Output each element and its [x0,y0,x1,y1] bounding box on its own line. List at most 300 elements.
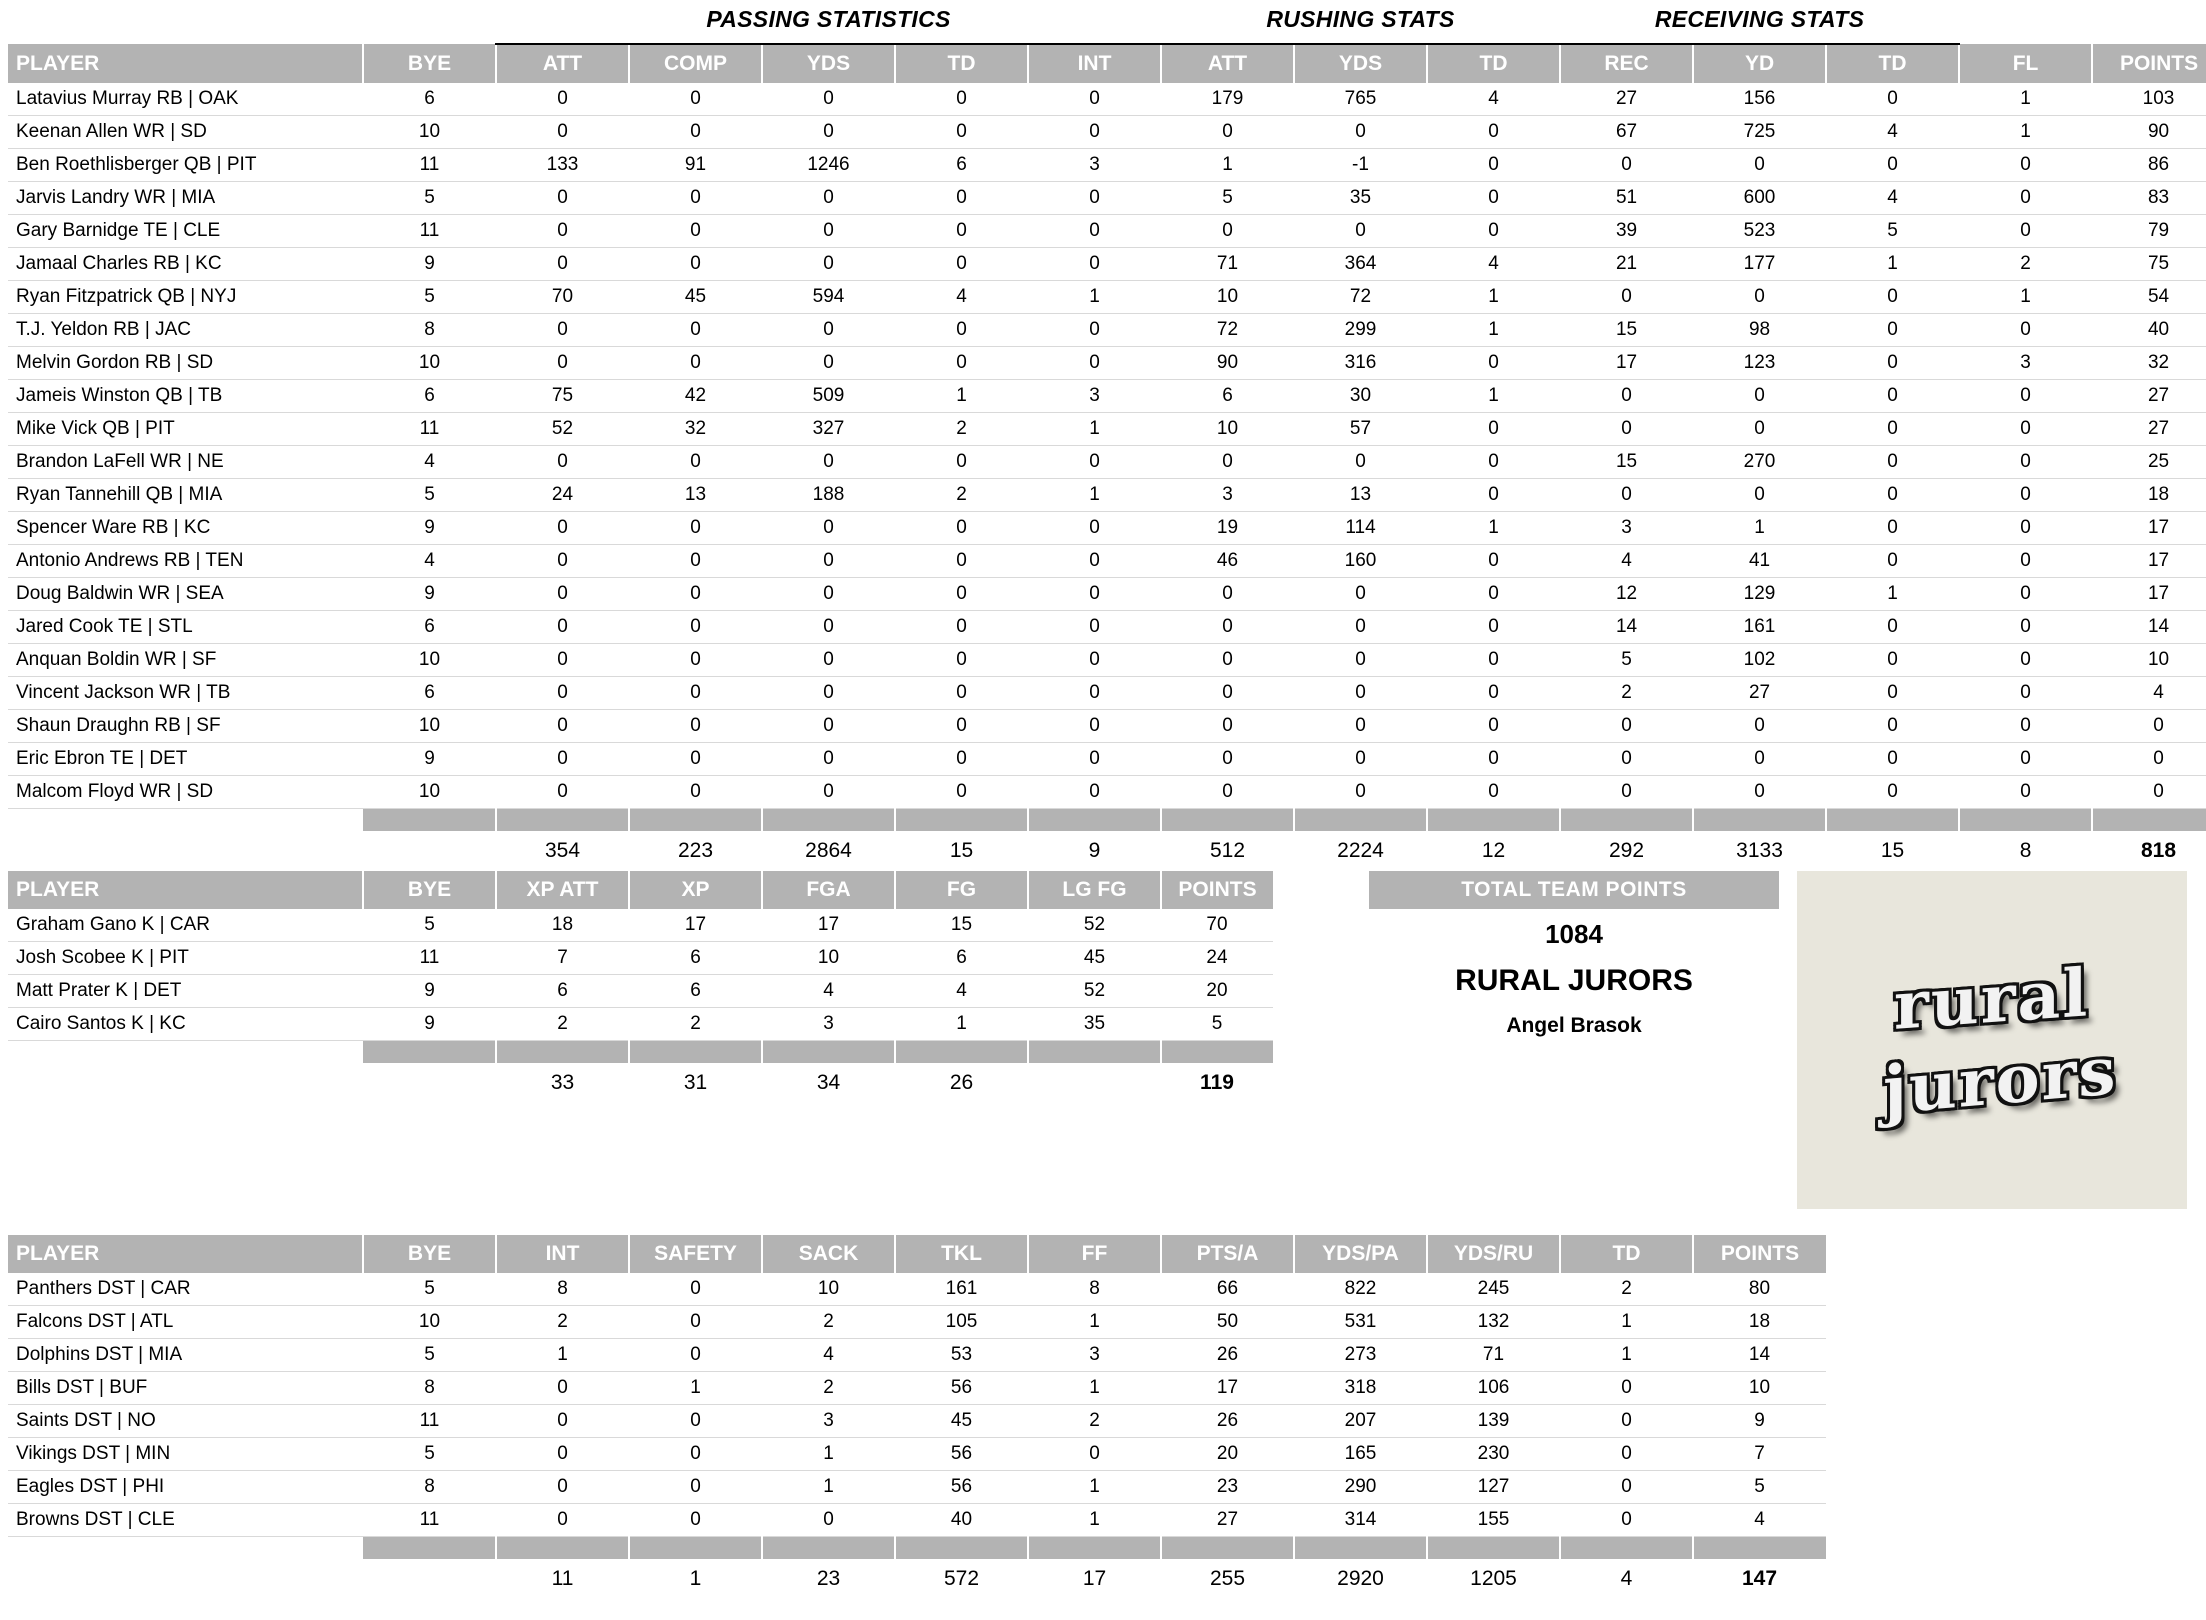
spacer-9 [1560,1537,1693,1560]
cell-bye: 9 [363,743,496,776]
table-row [8,347,2206,380]
cell-rush-att: 71 [1161,248,1294,281]
spacer-player [8,809,363,832]
cell-points: 14 [1693,1339,1826,1372]
cell-lg-fg: 52 [1028,975,1161,1008]
cell-fg: 4 [895,975,1028,1008]
totals-pass-att: 354 [544,839,581,862]
cell-pass-att: 70 [496,281,629,314]
cell-rec: 0 [1560,413,1693,446]
cell-fl: 0 [1959,446,2092,479]
cell-pass-att: 0 [496,83,629,116]
cell-points: 27 [2092,413,2206,446]
team-logo-line-2: jurors [1882,1031,2118,1130]
cell-fl: 3 [1959,347,2092,380]
cell-pass-int: 0 [1028,314,1161,347]
cell-pass-att: 0 [496,545,629,578]
cell-fg: 15 [895,909,1028,942]
cell-tkl: 56 [895,1438,1028,1471]
totals-tkl: 572 [943,1567,980,1590]
cell-rush-td: 0 [1427,446,1560,479]
cell-rush-yds: 0 [1294,116,1427,149]
cell-rec-td: 0 [1826,743,1959,776]
table-row [8,1471,1826,1504]
cell-rec-td: 4 [1826,116,1959,149]
cell-rec: 0 [1560,479,1693,512]
cell-pass-att: 0 [496,182,629,215]
kickers-column-header-row [8,871,1273,909]
cell-rush-td: 0 [1427,776,1560,809]
offense-col-rec: REC [1560,44,1693,83]
player-name: Panthers DST | CAR [8,1273,363,1306]
cell-rec-td: 0 [1826,545,1959,578]
player-name: Jamaal Charles RB | KC [8,248,363,281]
cell-pass-td: 1 [895,380,1028,413]
cell-bye: 8 [363,314,496,347]
totals-xp-att: 33 [550,1071,575,1094]
totals-lg-fg [1028,1063,1161,1103]
table-row [8,677,2206,710]
cell-safety: 0 [629,1306,762,1339]
cell-pass-att: 0 [496,611,629,644]
cell-rec-td: 0 [1826,380,1959,413]
totals-player [8,1559,363,1599]
cell-safety: 0 [629,1504,762,1537]
offense-col-player: PLAYER [8,44,363,83]
cell-pass-int: 0 [1028,545,1161,578]
dst-table [8,1235,1826,1599]
table-row [8,446,2206,479]
offense-col-rush-yds: YDS [1294,44,1427,83]
player-name: Eagles DST | PHI [8,1471,363,1504]
cell-pass-td: 0 [895,545,1028,578]
cell-pass-yds: 509 [762,380,895,413]
cell-fl: 0 [1959,743,2092,776]
cell-bye: 10 [363,1306,496,1339]
player-name: Ryan Fitzpatrick QB | NYJ [8,281,363,314]
cell-rec-yd: 161 [1693,611,1826,644]
cell-rush-td: 1 [1427,314,1560,347]
cell-rec: 0 [1560,281,1693,314]
cell-points: 17 [2092,578,2206,611]
table-row [8,215,2206,248]
offense-col-pass-att: ATT [496,44,629,83]
dst-col-points: POINTS [1693,1235,1826,1273]
kickers-col-bye: BYE [363,871,496,909]
player-name: Josh Scobee K | PIT [8,942,363,975]
cell-rec-yd: 102 [1693,644,1826,677]
cell-pass-int: 0 [1028,644,1161,677]
cell-int: 8 [496,1273,629,1306]
cell-rush-att: 0 [1161,446,1294,479]
cell-rec-yd: 0 [1693,743,1826,776]
player-name: Jameis Winston QB | TB [8,380,363,413]
cell-points: 18 [1693,1306,1826,1339]
cell-pass-yds: 188 [762,479,895,512]
totals-pass-int: 9 [1088,839,1101,862]
player-name: Saints DST | NO [8,1405,363,1438]
player-name: Jarvis Landry WR | MIA [8,182,363,215]
cell-pass-int: 0 [1028,446,1161,479]
cell-fl: 0 [1959,644,2092,677]
cell-pass-yds: 0 [762,215,895,248]
cell-rush-att: 10 [1161,413,1294,446]
group-receiving-stats: RECEIVING STATS [1560,0,1959,44]
cell-bye: 6 [363,677,496,710]
cell-xp: 6 [629,975,762,1008]
cell-ff: 1 [1028,1504,1161,1537]
cell-bye: 11 [363,149,496,182]
cell-rush-yds: 0 [1294,743,1427,776]
spacer-player [8,1537,363,1560]
kickers-col-xp: XP [629,871,762,909]
cell-bye: 11 [363,215,496,248]
spacer-1 [496,1537,629,1560]
cell-rush-att: 0 [1161,578,1294,611]
cell-pass-comp: 32 [629,413,762,446]
cell-int: 0 [496,1438,629,1471]
cell-rush-yds: 72 [1294,281,1427,314]
cell-yds-ru: 106 [1427,1372,1560,1405]
total-team-points-value: 1084 [1545,919,1603,949]
cell-safety: 0 [629,1273,762,1306]
cell-points: 0 [2092,776,2206,809]
cell-rec-yd: 725 [1693,116,1826,149]
cell-points: 20 [1161,975,1273,1008]
spacer-2 [629,1537,762,1560]
cell-rec-yd: 523 [1693,215,1826,248]
cell-rush-att: 72 [1161,314,1294,347]
spacer-9 [1560,809,1693,832]
cell-rec-yd: 600 [1693,182,1826,215]
player-name: Brandon LaFell WR | NE [8,446,363,479]
cell-rush-yds: 0 [1294,578,1427,611]
cell-rush-td: 1 [1427,281,1560,314]
totals-ff: 17 [1082,1567,1107,1590]
cell-pts-a: 26 [1161,1405,1294,1438]
cell-pass-td: 2 [895,413,1028,446]
cell-fl: 0 [1959,182,2092,215]
cell-int: 1 [496,1339,629,1372]
cell-rec: 21 [1560,248,1693,281]
cell-fl: 0 [1959,677,2092,710]
spacer-8 [1427,1537,1560,1560]
totals-fl: 8 [2019,839,2032,862]
cell-rec-yd: 156 [1693,83,1826,116]
cell-points: 5 [1161,1008,1273,1041]
cell-rush-yds: 160 [1294,545,1427,578]
spacer-1 [496,1041,629,1064]
cell-rec-yd: 0 [1693,413,1826,446]
cell-rush-td: 0 [1427,182,1560,215]
cell-points: 32 [2092,347,2206,380]
cell-bye: 5 [363,909,496,942]
cell-lg-fg: 52 [1028,909,1161,942]
cell-pass-att: 0 [496,677,629,710]
cell-pass-td: 0 [895,644,1028,677]
cell-rec: 17 [1560,347,1693,380]
cell-rush-att: 0 [1161,116,1294,149]
cell-pts-a: 23 [1161,1471,1294,1504]
cell-rec-td: 0 [1826,149,1959,182]
cell-sack: 3 [762,1405,895,1438]
cell-pts-a: 27 [1161,1504,1294,1537]
cell-pass-att: 0 [496,248,629,281]
cell-pass-att: 0 [496,446,629,479]
team-owner: Angel Brasok [1506,1014,1642,1037]
cell-rec: 14 [1560,611,1693,644]
spacer-4 [895,1537,1028,1560]
cell-rec-yd: 0 [1693,710,1826,743]
cell-rec-yd: 129 [1693,578,1826,611]
offense-col-points: POINTS [2092,44,2206,83]
totals-rec-td: 15 [1880,839,1905,862]
cell-int: 0 [496,1372,629,1405]
cell-rush-att: 10 [1161,281,1294,314]
dst-col-tkl: TKL [895,1235,1028,1273]
cell-pass-att: 0 [496,710,629,743]
cell-tkl: 56 [895,1372,1028,1405]
cell-pass-att: 24 [496,479,629,512]
cell-bye: 9 [363,578,496,611]
dst-col-safety: SAFETY [629,1235,762,1273]
table-row [8,248,2206,281]
cell-td: 0 [1560,1504,1693,1537]
cell-pass-yds: 0 [762,743,895,776]
cell-fl: 0 [1959,479,2092,512]
cell-points: 25 [2092,446,2206,479]
cell-fga: 3 [762,1008,895,1041]
table-row [8,1372,1826,1405]
dst-col-yds-pa: YDS/PA [1294,1235,1427,1273]
cell-pass-int: 0 [1028,347,1161,380]
cell-rec: 0 [1560,743,1693,776]
offense-col-rec-yd: YD [1693,44,1826,83]
table-row [8,1008,1273,1041]
cell-yds-ru: 139 [1427,1405,1560,1438]
cell-pass-yds: 594 [762,281,895,314]
cell-pass-att: 0 [496,644,629,677]
totals-pts-a: 255 [1209,1567,1246,1590]
table-row [8,975,1273,1008]
dst-col-td: TD [1560,1235,1693,1273]
cell-pass-att: 0 [496,578,629,611]
cell-rec: 15 [1560,314,1693,347]
cell-rush-yds: -1 [1294,149,1427,182]
cell-pass-int: 0 [1028,677,1161,710]
spacer-6 [1161,1041,1273,1064]
cell-rec: 0 [1560,380,1693,413]
cell-rec-td: 0 [1826,677,1959,710]
cell-rush-td: 0 [1427,413,1560,446]
totals-rush-yds: 2224 [1337,839,1384,862]
cell-rec-yd: 98 [1693,314,1826,347]
cell-xp-att: 7 [496,942,629,975]
cell-safety: 1 [629,1372,762,1405]
cell-pass-att: 0 [496,347,629,380]
player-name: Ryan Tannehill QB | MIA [8,479,363,512]
cell-pass-td: 0 [895,710,1028,743]
cell-pass-yds: 1246 [762,149,895,182]
cell-ff: 2 [1028,1405,1161,1438]
cell-pass-td: 0 [895,512,1028,545]
cell-points: 86 [2092,149,2206,182]
cell-pts-a: 17 [1161,1372,1294,1405]
player-name: Matt Prater K | DET [8,975,363,1008]
cell-bye: 11 [363,1405,496,1438]
cell-points: 0 [2092,743,2206,776]
cell-rush-att: 179 [1161,83,1294,116]
group-blank-bye [363,0,496,44]
spacer-bye [363,1537,496,1560]
cell-rush-att: 6 [1161,380,1294,413]
cell-pass-int: 3 [1028,380,1161,413]
table-row [8,776,2206,809]
cell-rec-td: 0 [1826,611,1959,644]
spacer-5 [1028,1041,1161,1064]
totals-td: 4 [1620,1567,1633,1590]
cell-pass-comp: 91 [629,149,762,182]
cell-bye: 5 [363,1438,496,1471]
totals-bye [363,1063,496,1103]
cell-pass-td: 0 [895,248,1028,281]
cell-pass-att: 52 [496,413,629,446]
cell-pts-a: 50 [1161,1306,1294,1339]
cell-rec-yd: 0 [1693,776,1826,809]
cell-rec: 27 [1560,83,1693,116]
group-blank-fl [1959,0,2092,44]
cell-int: 2 [496,1306,629,1339]
player-name: Graham Gano K | CAR [8,909,363,942]
cell-yds-pa: 165 [1294,1438,1427,1471]
cell-fga: 17 [762,909,895,942]
cell-fl: 0 [1959,215,2092,248]
totals-points: 119 [1200,1071,1234,1094]
cell-pass-comp: 0 [629,347,762,380]
cell-rec: 2 [1560,677,1693,710]
cell-points: 70 [1161,909,1273,942]
cell-points: 9 [1693,1405,1826,1438]
offense-separator-row [8,809,2206,832]
group-blank-player [8,0,363,44]
table-row [8,909,1273,942]
cell-pts-a: 20 [1161,1438,1294,1471]
group-blank-points [2092,0,2206,44]
cell-rush-td: 0 [1427,149,1560,182]
cell-bye: 6 [363,380,496,413]
spacer-10 [1693,809,1826,832]
cell-rush-yds: 0 [1294,446,1427,479]
cell-rush-yds: 13 [1294,479,1427,512]
cell-fl: 0 [1959,380,2092,413]
cell-pass-yds: 0 [762,578,895,611]
cell-rush-yds: 316 [1294,347,1427,380]
cell-rush-td: 0 [1427,644,1560,677]
cell-rec-yd: 123 [1693,347,1826,380]
cell-sack: 1 [762,1438,895,1471]
totals-points: 147 [1741,1567,1778,1590]
cell-rush-yds: 364 [1294,248,1427,281]
cell-pass-int: 1 [1028,479,1161,512]
cell-xp-att: 18 [496,909,629,942]
cell-points: 27 [2092,380,2206,413]
cell-fl: 1 [1959,83,2092,116]
cell-bye: 11 [363,1504,496,1537]
cell-rush-yds: 0 [1294,710,1427,743]
cell-rush-att: 0 [1161,743,1294,776]
cell-pass-att: 0 [496,314,629,347]
cell-pass-comp: 0 [629,182,762,215]
cell-rush-yds: 765 [1294,83,1427,116]
cell-bye: 10 [363,644,496,677]
table-row [8,942,1273,975]
player-name: Gary Barnidge TE | CLE [8,215,363,248]
cell-sack: 0 [762,1504,895,1537]
cell-rush-yds: 35 [1294,182,1427,215]
totals-fga: 34 [816,1071,841,1094]
player-name: Browns DST | CLE [8,1504,363,1537]
cell-rec-yd: 27 [1693,677,1826,710]
cell-pass-comp: 45 [629,281,762,314]
cell-pass-int: 0 [1028,248,1161,281]
cell-points: 79 [2092,215,2206,248]
cell-rush-yds: 299 [1294,314,1427,347]
cell-points: 75 [2092,248,2206,281]
cell-yds-pa: 314 [1294,1504,1427,1537]
cell-fl: 0 [1959,149,2092,182]
player-name: Dolphins DST | MIA [8,1339,363,1372]
cell-pass-att: 0 [496,512,629,545]
cell-rush-td: 0 [1427,743,1560,776]
spacer-bye [363,809,496,832]
spacer-6 [1161,809,1294,832]
cell-pass-int: 0 [1028,776,1161,809]
cell-fl: 1 [1959,281,2092,314]
spacer-11 [1826,809,1959,832]
table-row [8,578,2206,611]
cell-rush-att: 3 [1161,479,1294,512]
cell-pts-a: 66 [1161,1273,1294,1306]
cell-pass-td: 0 [895,578,1028,611]
cell-points: 83 [2092,182,2206,215]
cell-pass-comp: 42 [629,380,762,413]
cell-rush-att: 0 [1161,677,1294,710]
cell-rec-yd: 0 [1693,479,1826,512]
cell-points: 10 [1693,1372,1826,1405]
table-row [8,1306,1826,1339]
cell-tkl: 40 [895,1504,1028,1537]
cell-pass-yds: 0 [762,512,895,545]
table-row [8,1405,1826,1438]
cell-pass-int: 0 [1028,83,1161,116]
cell-rush-td: 0 [1427,347,1560,380]
cell-pass-yds: 0 [762,347,895,380]
player-name: Shaun Draughn RB | SF [8,710,363,743]
player-name: Mike Vick QB | PIT [8,413,363,446]
cell-bye: 4 [363,446,496,479]
cell-tkl: 161 [895,1273,1028,1306]
cell-rush-td: 0 [1427,578,1560,611]
cell-rec-td: 0 [1826,314,1959,347]
cell-rec: 3 [1560,512,1693,545]
spacer-player [8,1041,363,1064]
cell-pass-comp: 0 [629,776,762,809]
cell-points: 17 [2092,545,2206,578]
table-row [8,149,2206,182]
cell-tkl: 105 [895,1306,1028,1339]
cell-pass-yds: 327 [762,413,895,446]
cell-pass-yds: 0 [762,545,895,578]
